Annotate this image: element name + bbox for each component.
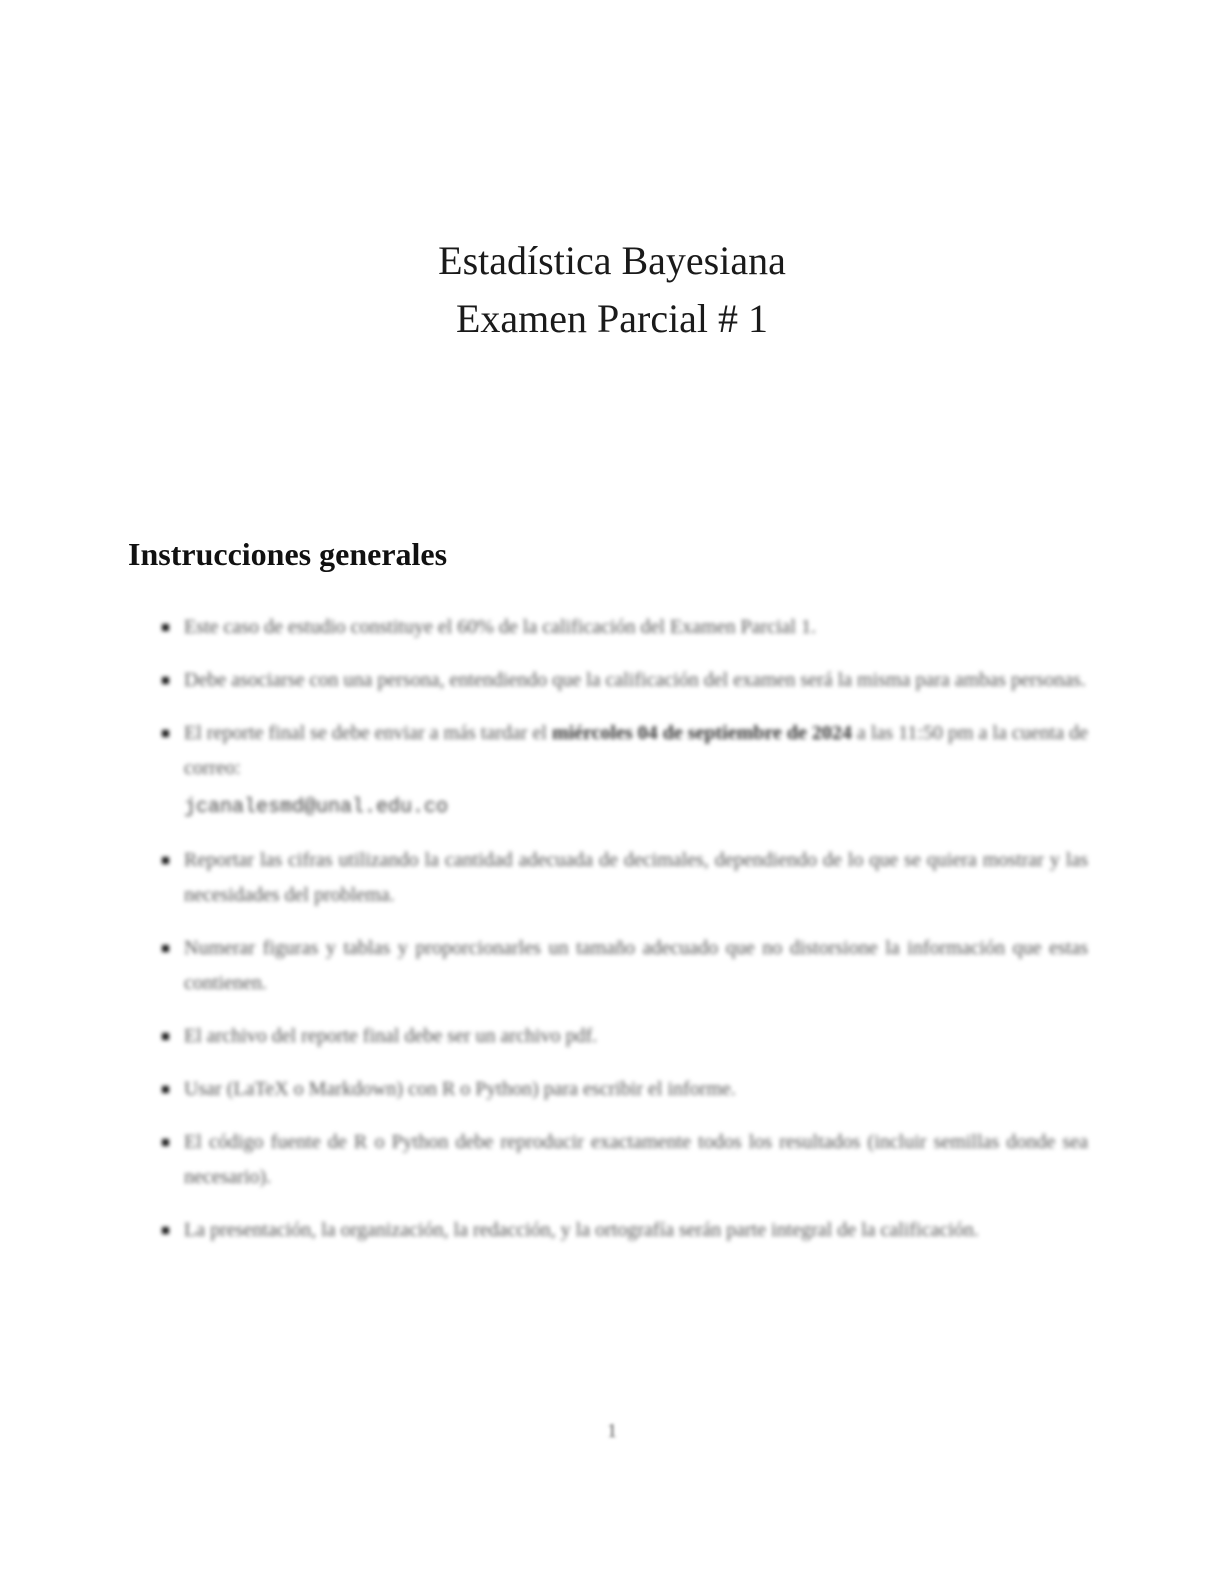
instruction-text: Usar (LaTeX o Markdown) con R o Python) para escribir el informe. — [184, 1078, 736, 1100]
bullet-icon — [162, 1033, 169, 1040]
bullet-icon — [162, 857, 169, 864]
email-address: jcanalesmd@unal.edu.co — [184, 796, 449, 819]
list-item — [162, 716, 1088, 825]
instruction-text: El reporte final se debe enviar a más tardar el — [184, 722, 552, 744]
instruction-text: Reportar las cifras utilizando la cantidad adecuada de decimales, dependiendo de lo que se quiera mostrar y las necesidades del problema. — [184, 849, 1088, 906]
instruction-text: El código fuente de R o Python debe reproducir exactamente todos los resultados (incluir semillas donde sea necesario). — [184, 1131, 1088, 1188]
list-item — [162, 1019, 1088, 1054]
list-item — [162, 1213, 1088, 1248]
instruction-text: Este caso de estudio constituye el 60% de la calificación del Examen Parcial 1. — [184, 616, 816, 638]
bullet-icon — [162, 945, 169, 952]
list-item — [162, 843, 1088, 913]
section-heading: Instrucciones generales — [128, 536, 448, 572]
title-block — [0, 232, 1224, 348]
bullet-icon — [162, 624, 169, 631]
page-number: 1 — [607, 1420, 617, 1442]
deadline-date: miércoles 04 de septiembre de 2024 — [551, 722, 852, 744]
list-item — [162, 663, 1088, 698]
instruction-text: Numerar figuras y tablas y proporcionarles un tamaño adecuado que no distorsione la información que estas contienen. — [184, 937, 1088, 994]
instruction-text: La presentación, la organización, la redacción, y la ortografía serán parte integral de la calificación. — [184, 1219, 979, 1241]
bullet-icon — [162, 730, 169, 737]
list-item — [162, 931, 1088, 1001]
document-subtitle: Examen Parcial # 1 — [455, 296, 769, 341]
bullet-icon — [162, 677, 169, 684]
instruction-text: a las 11:50 pm a la cuenta de correo: — [184, 722, 1088, 779]
document-title: Estadística Bayesiana — [438, 238, 786, 283]
list-item — [162, 1072, 1088, 1107]
instruction-text: Debe asociarse con una persona, entendiendo que la calificación del examen será la misma para ambas personas. — [184, 669, 1086, 691]
bullet-icon — [162, 1227, 169, 1234]
instruction-text: El archivo del reporte final debe ser un archivo pdf. — [184, 1025, 598, 1047]
instructions-list — [162, 610, 1088, 1266]
list-item — [162, 610, 1088, 645]
bullet-icon — [162, 1139, 169, 1146]
bullet-icon — [162, 1086, 169, 1093]
list-item — [162, 1125, 1088, 1195]
